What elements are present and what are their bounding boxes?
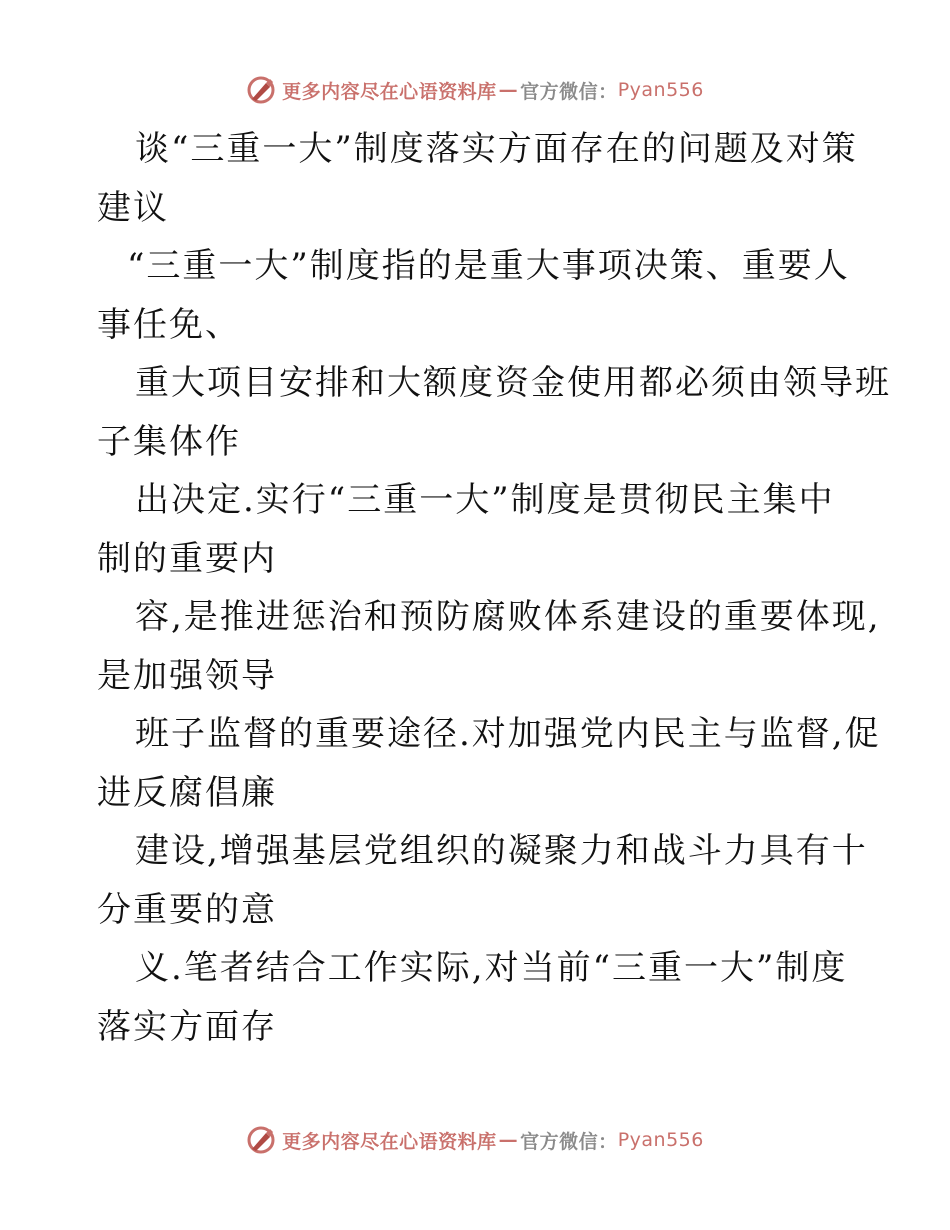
doc-text-line: 重大项目安排和大额度资金使用都必须由领导班 (135, 363, 891, 403)
doc-title-line-2: 建议 (97, 187, 169, 228)
doc-text-line: 建设,增强基层党组织的凝聚力和战斗力具有十 (135, 831, 868, 871)
doc-text-line: 子集体作 (97, 421, 241, 462)
footer-banner-text: 更多内容尽在心语资料库 (282, 1130, 497, 1153)
doc-text-line: 出决定.实行“三重一大”制度是贯彻民主集中 (135, 480, 835, 520)
header-banner-dash: — (498, 79, 519, 101)
doc-text-line: 义.笔者结合工作实际,对当前“三重一大”制度 (135, 948, 848, 988)
header-banner (0, 70, 950, 110)
doc-text-line: “三重一大”制度指的是重大事项决策、重要人 (127, 246, 850, 286)
doc-text-line: 分重要的意 (97, 889, 277, 930)
doc-text-line: 容,是推进惩治和预防腐败体系建设的重要体现, (135, 597, 881, 637)
doc-text-line: 进反腐倡廉 (97, 772, 277, 813)
doc-text-line: 是加强领导 (97, 655, 277, 696)
header-wechat-label: 官方微信： (520, 80, 618, 103)
doc-text-line: 制的重要内 (97, 538, 277, 579)
doc-text-line: 落实方面存 (97, 1006, 277, 1047)
footer-banner-dash: — (498, 1129, 519, 1151)
header-banner-text: 更多内容尽在心语资料库 (282, 80, 497, 103)
pen-logo-icon (246, 75, 276, 105)
pen-logo-icon (246, 1125, 276, 1155)
footer-wechat-label: 官方微信： (520, 1130, 618, 1153)
document-body (97, 120, 891, 1056)
doc-text-line: 班子监督的重要途径.对加强党内民主与监督,促 (135, 714, 881, 754)
doc-title-line-1: 谈“三重一大”制度落实方面存在的问题及对策 (135, 129, 858, 169)
doc-text-line: 事任免、 (97, 304, 241, 345)
footer-wechat-account: Pyan556 (617, 1129, 704, 1151)
header-wechat-account: Pyan556 (617, 79, 704, 101)
footer-banner (0, 1120, 950, 1160)
